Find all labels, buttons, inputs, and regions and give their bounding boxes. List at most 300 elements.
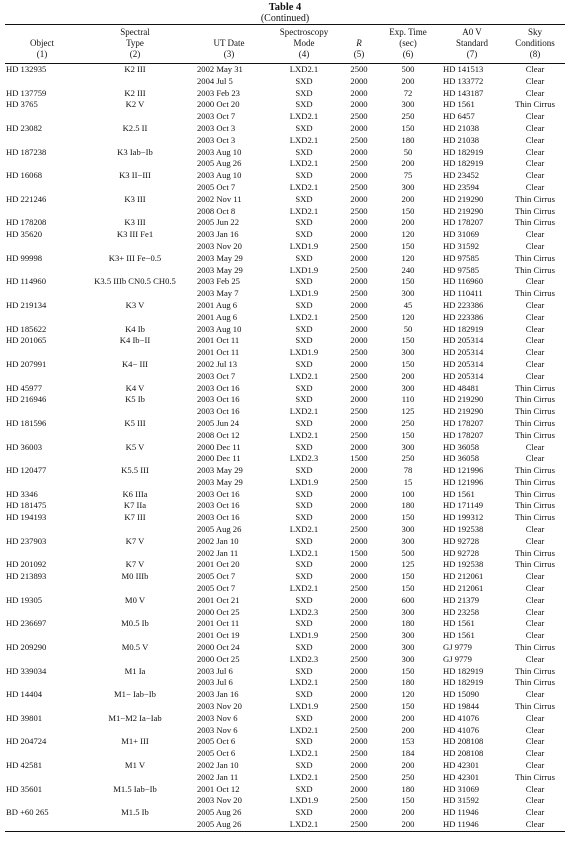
spectral-type-cell: K5.5 III	[121, 465, 149, 476]
ut-date-cell: 2003 Aug 10	[197, 170, 242, 181]
header-ut-date: UT Date	[191, 25, 267, 50]
sky-conditions-cell: Thin Cirrus	[515, 771, 555, 782]
sky-conditions-cell: Thin Cirrus	[515, 417, 555, 428]
table-row	[5, 241, 565, 253]
resolution-cell: 2500	[350, 724, 368, 735]
table-row	[5, 536, 565, 548]
table-row	[5, 654, 565, 666]
mode-cell: SXD	[295, 323, 313, 334]
ut-date-cell: 2002 Jan 11	[197, 771, 239, 782]
resolution-cell: 2500	[350, 653, 368, 664]
ut-date-cell: 2000 Oct 20	[197, 99, 240, 110]
spectral-type-cell: K5 V	[125, 441, 145, 452]
table-row	[5, 760, 565, 772]
exp-time-cell: 200	[401, 760, 415, 771]
table-row	[5, 158, 565, 170]
standard-cell: HD 15090	[443, 689, 480, 700]
sky-conditions-cell: Clear	[525, 724, 545, 735]
header-a0v-standard: A0 V Standard	[439, 25, 505, 50]
mode-cell: LXD2.1	[289, 111, 319, 122]
object-cell	[5, 819, 79, 831]
standard-cell: HD 19844	[443, 701, 480, 712]
sky-conditions-cell: Thin Cirrus	[515, 406, 555, 417]
spectral-type-cell	[79, 76, 191, 88]
resolution-cell: 2500	[350, 795, 368, 806]
object-cell: HD 35620	[6, 229, 43, 240]
object-cell	[5, 677, 79, 689]
table-caption	[0, 0, 570, 24]
exp-time-cell: 300	[401, 347, 415, 358]
sky-conditions-cell: Clear	[525, 335, 545, 346]
sky-conditions-cell: Clear	[525, 170, 545, 181]
resolution-cell: 2500	[350, 771, 368, 782]
exp-time-cell: 150	[401, 276, 415, 287]
spectral-type-cell	[79, 607, 191, 619]
resolution-cell: 2500	[350, 583, 368, 594]
sky-conditions-cell: Thin Cirrus	[515, 217, 555, 228]
table-row	[5, 795, 565, 807]
exp-time-cell: 180	[401, 677, 415, 688]
ut-date-cell: 2000 Oct 25	[197, 606, 240, 617]
exp-time-cell: 150	[401, 335, 415, 346]
ut-date-cell: 2005 Aug 26	[197, 158, 242, 169]
standard-cell: GJ 9779	[443, 653, 472, 664]
exp-time-cell: 15	[403, 476, 413, 487]
ut-date-cell: 2001 Oct 12	[197, 783, 240, 794]
table-row	[5, 76, 565, 88]
sky-conditions-cell: Clear	[525, 111, 545, 122]
table-row	[5, 253, 565, 265]
sky-conditions-cell: Clear	[525, 594, 545, 605]
exp-time-cell: 150	[401, 429, 415, 440]
mode-cell: SXD	[295, 170, 313, 181]
exp-time-cell: 250	[401, 417, 415, 428]
mode-cell: SXD	[295, 252, 313, 263]
exp-time-cell: 150	[401, 571, 415, 582]
ut-date-cell: 2004 Jul 5	[197, 75, 233, 86]
ut-date-cell: 2005 Oct 7	[197, 571, 236, 582]
spectral-type-cell	[79, 548, 191, 560]
object-cell: HD 216946	[6, 394, 47, 405]
standard-cell: HD 48481	[443, 382, 480, 393]
observation-log-table	[5, 24, 565, 832]
ut-date-cell: 2003 May 29	[197, 465, 243, 476]
spectral-type-cell: M1+ III	[121, 736, 149, 747]
resolution-cell: 2000	[350, 276, 368, 287]
spectral-type-cell	[79, 701, 191, 713]
resolution-cell: 2000	[350, 500, 368, 511]
standard-cell: HD 192538	[443, 524, 484, 535]
ut-date-cell: 2003 Jul 6	[197, 677, 233, 688]
sky-conditions-cell: Thin Cirrus	[515, 701, 555, 712]
mode-cell: SXD	[295, 712, 313, 723]
mode-cell: SXD	[295, 75, 313, 86]
spectral-type-cell	[79, 748, 191, 760]
exp-time-cell: 200	[401, 712, 415, 723]
mode-cell: SXD	[295, 299, 313, 310]
mode-cell: LXD2.1	[289, 406, 319, 417]
sky-conditions-cell: Clear	[525, 535, 545, 546]
mode-cell: LXD2.1	[289, 771, 319, 782]
header-sky-conditions: Sky Conditions	[505, 25, 565, 50]
mode-cell: SXD	[295, 99, 313, 110]
standard-cell: HD 41076	[443, 712, 480, 723]
table-row	[5, 88, 565, 100]
spectral-type-cell	[79, 312, 191, 324]
spectral-type-cell: M0 V	[124, 594, 146, 605]
header-num-7: (7)	[439, 49, 505, 64]
mode-cell: LXD1.9	[289, 347, 319, 358]
standard-cell: HD 21379	[443, 594, 480, 605]
table-row	[5, 618, 565, 630]
mode-cell: LXD1.9	[289, 264, 319, 275]
object-cell	[5, 312, 79, 324]
mode-cell: LXD2.1	[289, 311, 319, 322]
exp-time-cell: 50	[403, 323, 413, 334]
resolution-cell: 2500	[350, 288, 368, 299]
resolution-cell: 2000	[350, 170, 368, 181]
sky-conditions-cell: Thin Cirrus	[515, 500, 555, 511]
resolution-cell: 2500	[350, 606, 368, 617]
header-exp-time: Exp. Time (sec)	[377, 25, 439, 50]
standard-cell: HD 92728	[443, 547, 480, 558]
table-row	[5, 442, 565, 454]
resolution-cell: 2000	[350, 417, 368, 428]
mode-cell: SXD	[295, 512, 313, 523]
sky-conditions-cell: Clear	[525, 795, 545, 806]
object-cell: HD 23082	[6, 122, 43, 133]
object-cell: HD 201065	[6, 335, 47, 346]
exp-time-cell: 150	[401, 240, 415, 251]
spectral-type-cell	[79, 111, 191, 123]
resolution-cell: 2500	[350, 264, 368, 275]
sky-conditions-cell: Clear	[525, 229, 545, 240]
resolution-cell: 2500	[350, 630, 368, 641]
ut-date-cell: 2003 May 29	[197, 252, 243, 263]
table-row	[5, 666, 565, 678]
resolution-cell: 2000	[350, 99, 368, 110]
spectral-type-cell: K4− III	[121, 358, 149, 369]
standard-cell: HD 31069	[443, 783, 480, 794]
object-cell	[5, 477, 79, 489]
sky-conditions-cell: Clear	[525, 606, 545, 617]
object-cell	[5, 748, 79, 760]
ut-date-cell: 2003 Oct 16	[197, 406, 240, 417]
sky-conditions-cell: Clear	[525, 134, 545, 145]
sky-conditions-cell: Clear	[525, 807, 545, 818]
exp-time-cell: 600	[401, 594, 415, 605]
mode-cell: LXD2.1	[289, 677, 319, 688]
table-row	[5, 312, 565, 324]
sky-conditions-cell: Clear	[525, 146, 545, 157]
standard-cell: HD 219290	[443, 205, 484, 216]
table-row	[5, 371, 565, 383]
sky-conditions-cell: Clear	[525, 630, 545, 641]
standard-cell: HD 208108	[443, 748, 484, 759]
standard-cell: HD 205314	[443, 370, 484, 381]
resolution-cell: 2000	[350, 760, 368, 771]
table-row	[5, 583, 565, 595]
standard-cell: HD 116960	[443, 276, 484, 287]
object-cell: HD 181596	[6, 417, 47, 428]
object-cell: HD 137759	[6, 87, 47, 98]
table-row	[5, 500, 565, 512]
ut-date-cell: 2001 Oct 11	[197, 347, 240, 358]
mode-cell: SXD	[295, 594, 313, 605]
ut-date-cell: 2003 Oct 16	[197, 500, 240, 511]
mode-cell: LXD1.9	[289, 795, 319, 806]
resolution-cell: 2000	[350, 736, 368, 747]
sky-conditions-cell: Thin Cirrus	[515, 193, 555, 204]
exp-time-cell: 110	[401, 394, 415, 405]
table-row	[5, 182, 565, 194]
exp-time-cell: 250	[401, 453, 415, 464]
object-cell	[5, 701, 79, 713]
sky-conditions-cell: Clear	[525, 87, 545, 98]
ut-date-cell: 2005 Aug 26	[197, 807, 242, 818]
object-cell: HD 209290	[6, 642, 47, 653]
table-row	[5, 819, 565, 831]
object-cell: BD +60 265	[6, 807, 49, 818]
table-row	[5, 359, 565, 371]
spectral-type-cell: K3 II−III	[119, 170, 151, 181]
ut-date-cell: 2005 Jun 22	[197, 217, 240, 228]
ut-date-cell: 2000 Dec 11	[197, 441, 241, 452]
mode-cell: SXD	[295, 618, 313, 629]
spectral-type-cell	[79, 819, 191, 831]
ut-date-cell: 2001 Oct 11	[197, 618, 240, 629]
mode-cell: LXD2.1	[289, 134, 319, 145]
standard-cell: HD 42301	[443, 760, 480, 771]
exp-time-cell: 120	[401, 229, 415, 240]
standard-cell: HD 11946	[443, 807, 479, 818]
ut-date-cell: 2003 Feb 25	[197, 276, 240, 287]
standard-cell: HD 97585	[443, 252, 480, 263]
resolution-cell: 2500	[350, 347, 368, 358]
ut-date-cell: 2003 Aug 10	[197, 146, 242, 157]
resolution-cell: 2000	[350, 323, 368, 334]
mode-cell: SXD	[295, 642, 313, 653]
spectral-type-cell: K7 III	[124, 512, 146, 523]
ut-date-cell: 2003 Jan 16	[197, 229, 239, 240]
resolution-cell: 2000	[350, 229, 368, 240]
spectral-type-cell: K7 V	[125, 559, 145, 570]
object-cell: HD 19305	[6, 594, 43, 605]
table-row	[5, 288, 565, 300]
ut-date-cell: 2003 May 7	[197, 288, 239, 299]
exp-time-cell: 500	[401, 64, 415, 74]
table-row	[5, 595, 565, 607]
exp-time-cell: 250	[401, 771, 415, 782]
resolution-cell: 2000	[350, 358, 368, 369]
resolution-cell: 2000	[350, 394, 368, 405]
spectral-type-cell	[79, 182, 191, 194]
object-cell: HD 213893	[6, 571, 47, 582]
exp-time-cell: 50	[403, 146, 413, 157]
exp-time-cell: 150	[401, 583, 415, 594]
object-cell: HD 114960	[6, 276, 47, 287]
resolution-cell: 2000	[350, 689, 368, 700]
exp-time-cell: 240	[401, 264, 415, 275]
mode-cell: SXD	[295, 736, 313, 747]
table-row	[5, 276, 565, 288]
ut-date-cell: 2003 Nov 6	[197, 724, 238, 735]
ut-date-cell: 2003 Oct 7	[197, 370, 236, 381]
object-cell: HD 201092	[6, 559, 47, 570]
sky-conditions-cell: Clear	[525, 240, 545, 251]
exp-time-cell: 45	[403, 299, 413, 310]
spectral-type-cell: K2 III	[124, 87, 146, 98]
mode-cell: SXD	[295, 382, 313, 393]
sky-conditions-cell: Clear	[525, 748, 545, 759]
spectral-type-cell: K7 V	[125, 535, 145, 546]
ut-date-cell: 2002 Nov 11	[197, 193, 242, 204]
spectral-type-cell	[79, 453, 191, 465]
standard-cell: HD 1561	[443, 99, 475, 110]
spectral-type-cell: M1− Iab−Ib	[114, 689, 156, 700]
exp-time-cell: 153	[401, 736, 415, 747]
table-row	[5, 748, 565, 760]
resolution-cell: 2000	[350, 571, 368, 582]
exp-time-cell: 120	[401, 311, 415, 322]
standard-cell: HD 205314	[443, 347, 484, 358]
resolution-cell: 2500	[350, 181, 368, 192]
sky-conditions-cell: Thin Cirrus	[515, 476, 555, 487]
spectral-type-cell: K3 V	[125, 299, 145, 310]
header-num-2: (2)	[79, 49, 191, 64]
exp-time-cell: 200	[401, 75, 415, 86]
spectral-type-cell: K4 Ib−II	[119, 335, 151, 346]
spectral-type-cell	[79, 135, 191, 147]
standard-cell: HD 42301	[443, 771, 480, 782]
sky-conditions-cell: Thin Cirrus	[515, 429, 555, 440]
spectral-type-cell	[79, 524, 191, 536]
object-cell	[5, 607, 79, 619]
spectral-type-cell: K3 III	[124, 217, 146, 228]
exp-time-cell: 180	[401, 783, 415, 794]
resolution-cell: 2000	[350, 642, 368, 653]
resolution-cell: 2500	[350, 240, 368, 251]
sky-conditions-cell: Clear	[525, 712, 545, 723]
mode-cell: LXD2.1	[289, 158, 319, 169]
mode-cell: LXD1.9	[289, 701, 319, 712]
ut-date-cell: 2002 Jan 11	[197, 547, 239, 558]
ut-date-cell: 2003 Oct 3	[197, 122, 236, 133]
exp-time-cell: 78	[403, 465, 413, 476]
standard-cell: HD 1561	[443, 618, 475, 629]
ut-date-cell: 2003 Nov 20	[197, 701, 242, 712]
table-header	[5, 25, 565, 64]
resolution-cell: 2500	[350, 748, 368, 759]
ut-date-cell: 2008 Oct 8	[197, 205, 236, 216]
sky-conditions-cell: Clear	[525, 653, 545, 664]
resolution-cell: 2000	[350, 535, 368, 546]
standard-cell: HD 6457	[443, 111, 475, 122]
standard-cell: HD 182919	[443, 158, 484, 169]
table-row	[5, 135, 565, 147]
sky-conditions-cell: Clear	[525, 347, 545, 358]
table-row	[5, 99, 565, 111]
table-row	[5, 206, 565, 218]
resolution-cell: 2500	[350, 429, 368, 440]
header-num-4: (4)	[267, 49, 341, 64]
spectral-type-cell	[79, 430, 191, 442]
spectral-type-cell	[79, 347, 191, 359]
table-row	[5, 571, 565, 583]
resolution-cell: 2500	[350, 524, 368, 535]
sky-conditions-cell: Clear	[525, 276, 545, 287]
standard-cell: HD 171149	[443, 500, 484, 511]
standard-cell: HD 212061	[443, 571, 484, 582]
mode-cell: SXD	[295, 417, 313, 428]
exp-time-cell: 200	[401, 724, 415, 735]
resolution-cell: 2500	[350, 476, 368, 487]
sky-conditions-cell: Clear	[525, 64, 545, 74]
table-row	[5, 265, 565, 277]
exp-time-cell: 200	[401, 193, 415, 204]
exp-time-cell: 150	[401, 205, 415, 216]
header-num-3: (3)	[191, 49, 267, 64]
table-row	[5, 347, 565, 359]
ut-date-cell: 2002 May 31	[197, 64, 243, 74]
ut-date-cell: 2003 Oct 16	[197, 394, 240, 405]
standard-cell: HD 219290	[443, 394, 484, 405]
exp-time-cell: 150	[401, 701, 415, 712]
standard-cell: HD 133772	[443, 75, 484, 86]
sky-conditions-cell: Clear	[525, 75, 545, 86]
ut-date-cell: 2005 Oct 7	[197, 181, 236, 192]
table-title: Table 4	[268, 2, 302, 13]
table-row	[5, 64, 565, 76]
spectral-type-cell	[79, 630, 191, 642]
resolution-cell: 2500	[350, 701, 368, 712]
table-row	[5, 430, 565, 442]
ut-date-cell: 2003 Aug 10	[197, 323, 242, 334]
header-spectral-type: Spectral Type	[79, 25, 191, 50]
sky-conditions-cell: Thin Cirrus	[515, 488, 555, 499]
object-cell: HD 339034	[6, 665, 47, 676]
object-cell: HD 181475	[6, 500, 47, 511]
table-row	[5, 465, 565, 477]
spectral-type-cell	[79, 371, 191, 383]
standard-cell: HD 41076	[443, 724, 480, 735]
table-row	[5, 383, 565, 395]
standard-cell: HD 31592	[443, 795, 480, 806]
standard-cell: HD 178207	[443, 217, 484, 228]
header-spectroscopy-mode: Spectroscopy Mode	[267, 25, 341, 50]
mode-cell: LXD2.3	[289, 453, 319, 464]
resolution-cell: 2000	[350, 559, 368, 570]
mode-cell: LXD1.9	[289, 630, 319, 641]
spectral-type-cell: K5 III	[124, 417, 146, 428]
resolution-cell: 2000	[350, 217, 368, 228]
spectral-type-cell: M1.5 Iab−Ib	[113, 783, 157, 794]
ut-date-cell: 2001 Aug 6	[197, 299, 238, 310]
object-cell	[5, 548, 79, 560]
mode-cell: SXD	[295, 665, 313, 676]
ut-date-cell: 2005 Oct 6	[197, 736, 236, 747]
spectral-type-cell: M1 V	[124, 760, 146, 771]
resolution-cell: 2000	[350, 122, 368, 133]
mode-cell: SXD	[295, 193, 313, 204]
object-cell: HD 99998	[6, 252, 43, 263]
spectral-type-cell	[79, 477, 191, 489]
ut-date-cell: 2005 Oct 6	[197, 748, 236, 759]
spectral-type-cell: K7 IIa	[123, 500, 147, 511]
table-row	[5, 807, 565, 819]
mode-cell: LXD2.1	[289, 429, 319, 440]
object-cell	[5, 135, 79, 147]
